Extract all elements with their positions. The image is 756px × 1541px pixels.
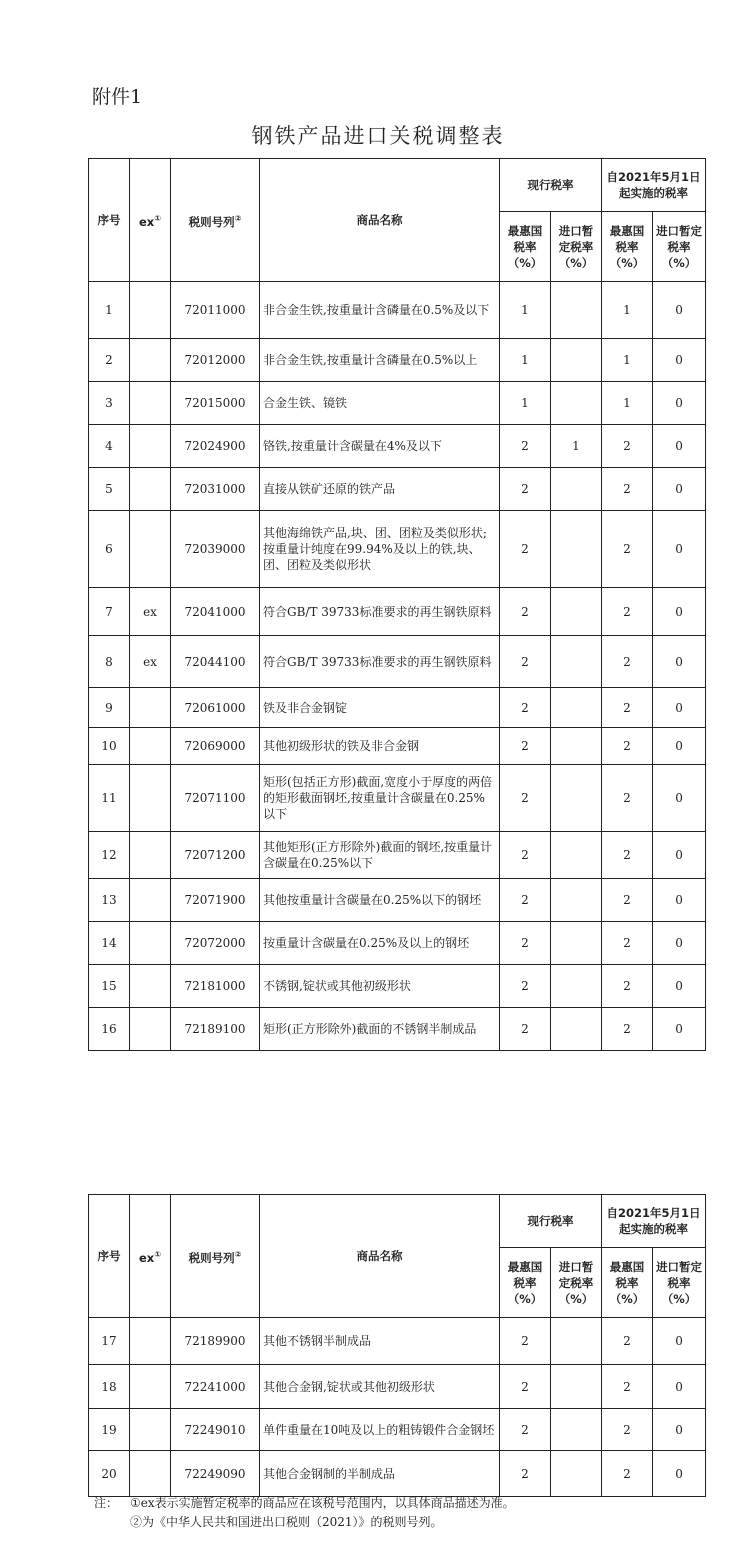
row-name: 其他初级形状的铁及非合金钢 bbox=[260, 728, 500, 765]
table-row bbox=[89, 511, 706, 588]
row-mfn: 2 bbox=[500, 922, 551, 965]
header-ex bbox=[130, 1195, 171, 1318]
row-new-mfn: 2 bbox=[602, 425, 653, 468]
row-mfn: 2 bbox=[500, 832, 551, 879]
table-row bbox=[89, 282, 706, 339]
note-2 bbox=[94, 1513, 515, 1532]
table-row bbox=[89, 688, 706, 728]
table-row bbox=[89, 728, 706, 765]
table-row bbox=[89, 922, 706, 965]
row-mfn: 2 bbox=[500, 765, 551, 832]
row-new-mfn: 1 bbox=[602, 382, 653, 425]
row-ex: ex bbox=[130, 636, 171, 688]
row-new-mfn: 1 bbox=[602, 282, 653, 339]
row-seq: 17 bbox=[89, 1318, 130, 1365]
row-new-temp: 0 bbox=[653, 1451, 706, 1497]
table-row bbox=[89, 588, 706, 636]
row-temp bbox=[551, 1451, 602, 1497]
row-temp bbox=[551, 1318, 602, 1365]
row-new-mfn: 2 bbox=[602, 728, 653, 765]
row-new-temp: 0 bbox=[653, 1008, 706, 1051]
row-mfn: 1 bbox=[500, 339, 551, 382]
row-new-mfn: 2 bbox=[602, 965, 653, 1008]
row-temp bbox=[551, 832, 602, 879]
header-ex bbox=[130, 159, 171, 282]
row-mfn: 2 bbox=[500, 1409, 551, 1451]
table-row bbox=[89, 636, 706, 688]
row-code: 72041000 bbox=[171, 588, 260, 636]
row-code: 72181000 bbox=[171, 965, 260, 1008]
row-seq: 2 bbox=[89, 339, 130, 382]
tariff-table-page1 bbox=[88, 158, 706, 1051]
row-temp bbox=[551, 636, 602, 688]
row-temp bbox=[551, 588, 602, 636]
row-temp bbox=[551, 382, 602, 425]
row-code: 72249090 bbox=[171, 1451, 260, 1497]
row-ex bbox=[130, 511, 171, 588]
row-ex bbox=[130, 1409, 171, 1451]
row-new-mfn: 2 bbox=[602, 765, 653, 832]
header-seq: 序号 bbox=[89, 159, 130, 282]
header-current-rate: 现行税率 bbox=[500, 1195, 602, 1248]
header-code-sup: ② bbox=[234, 1249, 242, 1259]
row-name: 其他合金钢,锭状或其他初级形状 bbox=[260, 1365, 500, 1409]
row-code: 72189900 bbox=[171, 1318, 260, 1365]
row-mfn: 2 bbox=[500, 688, 551, 728]
row-new-temp: 0 bbox=[653, 382, 706, 425]
row-name: 铬铁,按重量计含碳量在4%及以下 bbox=[260, 425, 500, 468]
row-code: 72249010 bbox=[171, 1409, 260, 1451]
header-ex-sup: ① bbox=[154, 213, 161, 223]
row-seq: 14 bbox=[89, 922, 130, 965]
row-ex bbox=[130, 1451, 171, 1497]
row-new-temp: 0 bbox=[653, 765, 706, 832]
row-temp: 1 bbox=[551, 425, 602, 468]
row-ex bbox=[130, 1318, 171, 1365]
table-row bbox=[89, 1318, 706, 1365]
row-name: 符合GB/T 39733标准要求的再生钢铁原料 bbox=[260, 588, 500, 636]
row-name: 符合GB/T 39733标准要求的再生钢铁原料 bbox=[260, 636, 500, 688]
table-row bbox=[89, 1451, 706, 1497]
row-ex bbox=[130, 965, 171, 1008]
row-code: 72071900 bbox=[171, 879, 260, 922]
header-new-rate: 自2021年5月1日起实施的税率 bbox=[602, 159, 706, 212]
row-new-mfn: 2 bbox=[602, 588, 653, 636]
header-current-rate: 现行税率 bbox=[500, 159, 602, 212]
row-name: 其他矩形(正方形除外)截面的钢坯,按重量计含碳量在0.25%以下 bbox=[260, 832, 500, 879]
row-new-temp: 0 bbox=[653, 1318, 706, 1365]
row-new-mfn: 2 bbox=[602, 832, 653, 879]
row-code: 72012000 bbox=[171, 339, 260, 382]
row-temp bbox=[551, 965, 602, 1008]
row-new-temp: 0 bbox=[653, 1409, 706, 1451]
notes bbox=[94, 1494, 515, 1532]
row-code: 72015000 bbox=[171, 382, 260, 425]
row-ex bbox=[130, 765, 171, 832]
row-mfn: 2 bbox=[500, 879, 551, 922]
row-new-mfn: 2 bbox=[602, 636, 653, 688]
header-code-text: 税则号列 bbox=[188, 214, 235, 229]
row-new-mfn: 2 bbox=[602, 879, 653, 922]
row-mfn: 2 bbox=[500, 1365, 551, 1409]
row-new-mfn: 2 bbox=[602, 468, 653, 511]
document-title: 钢铁产品进口关税调整表 bbox=[251, 124, 505, 148]
row-mfn: 2 bbox=[500, 728, 551, 765]
row-seq: 13 bbox=[89, 879, 130, 922]
header-code bbox=[171, 1195, 260, 1318]
row-ex: ex bbox=[130, 588, 171, 636]
attachment-label: 附件1 bbox=[92, 86, 143, 108]
row-ex bbox=[130, 382, 171, 425]
row-name: 按重量计含碳量在0.25%及以上的钢坯 bbox=[260, 922, 500, 965]
table-row bbox=[89, 339, 706, 382]
row-code: 72241000 bbox=[171, 1365, 260, 1409]
table-row bbox=[89, 425, 706, 468]
row-temp bbox=[551, 765, 602, 832]
row-temp bbox=[551, 1008, 602, 1051]
row-mfn: 2 bbox=[500, 511, 551, 588]
row-name: 铁及非合金钢锭 bbox=[260, 688, 500, 728]
table-row bbox=[89, 382, 706, 425]
row-seq: 15 bbox=[89, 965, 130, 1008]
row-new-mfn: 2 bbox=[602, 922, 653, 965]
row-name: 其他合金钢制的半制成品 bbox=[260, 1451, 500, 1497]
row-new-temp: 0 bbox=[653, 1365, 706, 1409]
row-mfn: 2 bbox=[500, 636, 551, 688]
note-1 bbox=[94, 1494, 515, 1513]
row-mfn: 2 bbox=[500, 965, 551, 1008]
row-ex bbox=[130, 832, 171, 879]
row-new-temp: 0 bbox=[653, 588, 706, 636]
tariff-table-page2 bbox=[88, 1194, 706, 1497]
row-name: 合金生铁、镜铁 bbox=[260, 382, 500, 425]
header-new-temp: 进口暂定税率（%） bbox=[653, 212, 706, 282]
row-seq: 10 bbox=[89, 728, 130, 765]
table-row bbox=[89, 1008, 706, 1051]
row-ex bbox=[130, 922, 171, 965]
row-code: 72071200 bbox=[171, 832, 260, 879]
table-row bbox=[89, 765, 706, 832]
row-ex bbox=[130, 688, 171, 728]
notes-label: 注： bbox=[94, 1496, 119, 1510]
row-mfn: 2 bbox=[500, 1451, 551, 1497]
row-ex bbox=[130, 728, 171, 765]
row-code: 72061000 bbox=[171, 688, 260, 728]
row-ex bbox=[130, 282, 171, 339]
row-name: 矩形(包括正方形)截面,宽度小于厚度的两倍的矩形截面钢坯,按重量计含碳量在0.25%以下 bbox=[260, 765, 500, 832]
row-name: 不锈钢,锭状或其他初级形状 bbox=[260, 965, 500, 1008]
row-name: 矩形(正方形除外)截面的不锈钢半制成品 bbox=[260, 1008, 500, 1051]
row-seq: 19 bbox=[89, 1409, 130, 1451]
row-name: 非合金生铁,按重量计含磷量在0.5%及以下 bbox=[260, 282, 500, 339]
row-new-temp: 0 bbox=[653, 832, 706, 879]
row-name: 其他按重量计含碳量在0.25%以下的钢坯 bbox=[260, 879, 500, 922]
row-temp bbox=[551, 688, 602, 728]
row-temp bbox=[551, 1409, 602, 1451]
row-seq: 5 bbox=[89, 468, 130, 511]
row-mfn: 2 bbox=[500, 468, 551, 511]
row-mfn: 2 bbox=[500, 1008, 551, 1051]
row-new-temp: 0 bbox=[653, 688, 706, 728]
row-new-temp: 0 bbox=[653, 468, 706, 511]
header-temp: 进口暂定税率（%） bbox=[551, 1248, 602, 1318]
header-temp: 进口暂定税率（%） bbox=[551, 212, 602, 282]
row-mfn: 2 bbox=[500, 588, 551, 636]
header-seq: 序号 bbox=[89, 1195, 130, 1318]
row-temp bbox=[551, 468, 602, 511]
row-seq: 20 bbox=[89, 1451, 130, 1497]
row-temp bbox=[551, 282, 602, 339]
row-seq: 16 bbox=[89, 1008, 130, 1051]
row-name: 单件重量在10吨及以上的粗铸锻件合金钢坯 bbox=[260, 1409, 500, 1451]
row-new-temp: 0 bbox=[653, 425, 706, 468]
row-ex bbox=[130, 1008, 171, 1051]
row-code: 72039000 bbox=[171, 511, 260, 588]
table-row bbox=[89, 965, 706, 1008]
row-new-temp: 0 bbox=[653, 922, 706, 965]
header-code-sup: ② bbox=[234, 213, 242, 223]
note-1-text: ①ex表示实施暂定税率的商品应在该税号范围内，以具体商品描述为准。 bbox=[130, 1496, 515, 1510]
row-code: 72069000 bbox=[171, 728, 260, 765]
row-new-temp: 0 bbox=[653, 728, 706, 765]
row-new-mfn: 2 bbox=[602, 511, 653, 588]
row-temp bbox=[551, 339, 602, 382]
row-code: 72024900 bbox=[171, 425, 260, 468]
row-seq: 9 bbox=[89, 688, 130, 728]
row-temp bbox=[551, 728, 602, 765]
table-row bbox=[89, 1365, 706, 1409]
header-code bbox=[171, 159, 260, 282]
row-name: 非合金生铁,按重量计含磷量在0.5%以上 bbox=[260, 339, 500, 382]
row-mfn: 2 bbox=[500, 1318, 551, 1365]
note-2-text: ②为《中华人民共和国进出口税则（2021）》的税则号列。 bbox=[130, 1515, 443, 1529]
row-new-temp: 0 bbox=[653, 965, 706, 1008]
row-code: 72071100 bbox=[171, 765, 260, 832]
row-seq: 18 bbox=[89, 1365, 130, 1409]
row-code: 72189100 bbox=[171, 1008, 260, 1051]
table-row bbox=[89, 468, 706, 511]
row-new-temp: 0 bbox=[653, 511, 706, 588]
row-new-mfn: 2 bbox=[602, 1318, 653, 1365]
header-mfn: 最惠国税率（%） bbox=[500, 212, 551, 282]
row-name: 其他海绵铁产品,块、团、团粒及类似形状;按重量计纯度在99.94%及以上的铁,块、团、团粒及类似形状 bbox=[260, 511, 500, 588]
header-ex-sup: ① bbox=[154, 1249, 161, 1259]
row-seq: 12 bbox=[89, 832, 130, 879]
header-new-rate: 自2021年5月1日起实施的税率 bbox=[602, 1195, 706, 1248]
row-code: 72031000 bbox=[171, 468, 260, 511]
header-name: 商品名称 bbox=[260, 1195, 500, 1318]
header-name: 商品名称 bbox=[260, 159, 500, 282]
row-name: 直接从铁矿还原的铁产品 bbox=[260, 468, 500, 511]
row-new-temp: 0 bbox=[653, 282, 706, 339]
row-code: 72011000 bbox=[171, 282, 260, 339]
row-new-temp: 0 bbox=[653, 879, 706, 922]
table-row bbox=[89, 1409, 706, 1451]
row-seq: 11 bbox=[89, 765, 130, 832]
row-ex bbox=[130, 425, 171, 468]
header-new-temp: 进口暂定税率（%） bbox=[653, 1248, 706, 1318]
row-new-mfn: 2 bbox=[602, 1008, 653, 1051]
row-new-mfn: 1 bbox=[602, 339, 653, 382]
row-temp bbox=[551, 1365, 602, 1409]
table-row bbox=[89, 832, 706, 879]
row-seq: 3 bbox=[89, 382, 130, 425]
row-seq: 8 bbox=[89, 636, 130, 688]
header-code-text: 税则号列 bbox=[188, 1250, 235, 1265]
row-seq: 4 bbox=[89, 425, 130, 468]
row-mfn: 2 bbox=[500, 425, 551, 468]
row-temp bbox=[551, 511, 602, 588]
header-mfn: 最惠国税率（%） bbox=[500, 1248, 551, 1318]
header-new-mfn: 最惠国税率（%） bbox=[602, 212, 653, 282]
header-ex-text: ex bbox=[139, 1250, 155, 1265]
header-ex-text: ex bbox=[139, 214, 155, 229]
row-seq: 1 bbox=[89, 282, 130, 339]
row-name: 其他不锈钢半制成品 bbox=[260, 1318, 500, 1365]
row-mfn: 1 bbox=[500, 282, 551, 339]
row-new-mfn: 2 bbox=[602, 1365, 653, 1409]
row-ex bbox=[130, 879, 171, 922]
row-ex bbox=[130, 1365, 171, 1409]
row-seq: 7 bbox=[89, 588, 130, 636]
row-code: 72072000 bbox=[171, 922, 260, 965]
row-code: 72044100 bbox=[171, 636, 260, 688]
row-temp bbox=[551, 879, 602, 922]
row-new-mfn: 2 bbox=[602, 688, 653, 728]
row-new-mfn: 2 bbox=[602, 1409, 653, 1451]
row-temp bbox=[551, 922, 602, 965]
row-new-temp: 0 bbox=[653, 636, 706, 688]
header-new-mfn: 最惠国税率（%） bbox=[602, 1248, 653, 1318]
row-ex bbox=[130, 339, 171, 382]
row-seq: 6 bbox=[89, 511, 130, 588]
row-ex bbox=[130, 468, 171, 511]
row-new-mfn: 2 bbox=[602, 1451, 653, 1497]
table-row bbox=[89, 879, 706, 922]
row-new-temp: 0 bbox=[653, 339, 706, 382]
row-mfn: 1 bbox=[500, 382, 551, 425]
